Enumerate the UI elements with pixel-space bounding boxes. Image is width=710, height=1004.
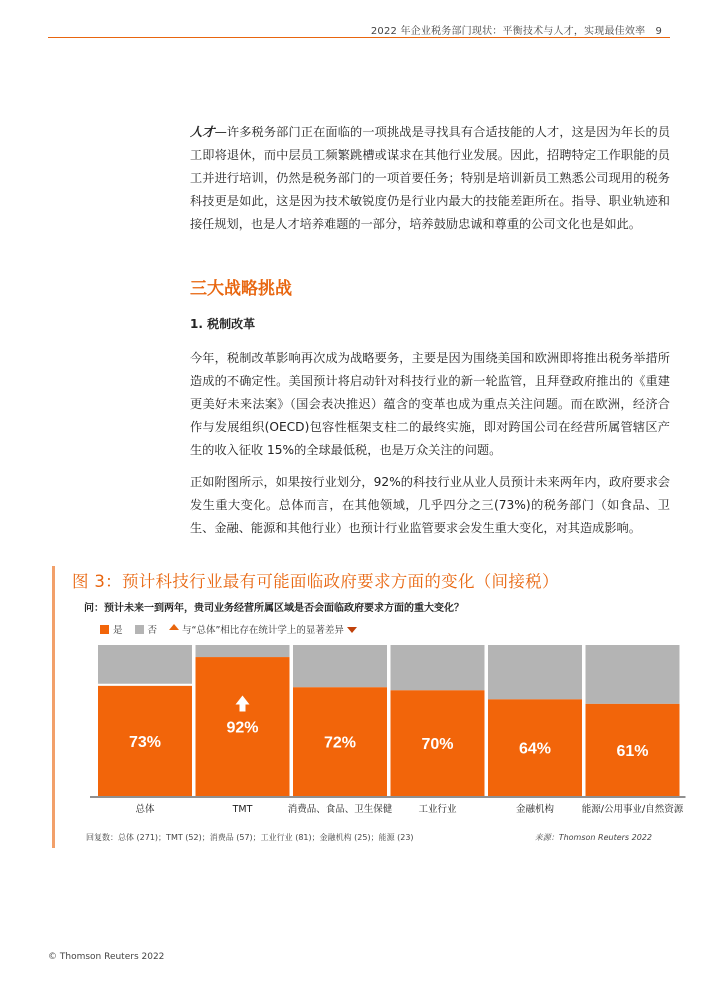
bar-no-5 [586,645,680,704]
talent-text: —许多税务部门正在面临的一项挑战是寻找具有合适技能的人才，这是因为年长的员工即将退休，而中层员工频繁跳槽或谋求在其他行业发展。因此，招聘特定工作职能的员工并进行培训，仍然是税务部门的一项首要任务；特别是培训新员工熟悉公司现用的税务科技更是如此，这是因为技术敏锐度仍是行业内最大的技能差距所在。指导、职业轨迹和接任规划，也是人才培养难题的一部分，培养鼓励忠诚和尊重的公司文化也是如此。 [190,125,671,231]
section-heading: 三大战略挑战 [190,279,292,299]
industry-paragraph: 正如附图所示，如果按行业划分，92%的科技行业从业人员预计未来两年内，政府要求会发生重大变化。总体而言，在其他领域，几乎四分之三(73%)的税务部门（如食品、卫生、金融、能源和其他行业）也预计行业监管要求会发生重大变化，对其造成影响。 [190,475,670,535]
bar-no-0 [98,645,192,686]
data-label-4: 64% [518,740,552,758]
figure-source: 来源：Thomson Reuters 2022 [534,833,652,842]
bar-no-2 [293,645,387,687]
category-label-5: 能源/公用事业/自然资源 [581,804,684,815]
category-label-0: 总体 [135,804,155,815]
data-label-0: 73% [128,733,162,751]
page-number: 9 [655,26,662,37]
category-label-4: 金融机构 [515,804,555,815]
bar-no-3 [391,645,485,690]
data-label-5: 61% [616,742,649,760]
data-label-2: 72% [323,734,357,752]
figure-footnote: 回复数：总体 (271)；TMT (52)；消费品 (57)；工业行业 (81)；金融机构 (25)；能源 (23) [86,833,414,842]
category-label-1: TMT [232,804,253,815]
figure-question: 问：预计未来一到两年，贵司业务经营所属区域是否会面临政府要求方面的重大变化？ [84,603,464,614]
bar-no-4 [488,645,582,699]
category-label-3: 工业行业 [418,804,457,815]
bar-no-1 [196,645,290,657]
figure-title: 图 3：预计科技行业最有可能面临政府要求方面的变化（间接税） [72,572,559,591]
legend-significance-label: 与“总体”相比存在统计学上的显著差异 [182,625,344,636]
data-label-1: 92% [226,719,259,737]
category-label-2: 消费品、食品、卫生保健 [287,804,393,815]
footer-copyright: © Thomson Reuters 2022 [48,952,165,962]
sub-heading: 1. 税制改革 [190,317,256,331]
legend-yes-label: 是 [113,625,123,636]
header-title: 2022 年企业税务部门现状：平衡技术与人才，实现最佳效率 [370,26,646,37]
legend-no-label: 否 [147,625,158,636]
talent-lead: 人才 [190,125,215,139]
data-label-3: 70% [421,736,454,754]
tax-reform-paragraph: 今年，税制改革影响再次成为战略要务，主要是因为围绕美国和欧洲即将推出税务举措所造成的不确定性。美国预计将启动针对科技行业的新一轮监管，且拜登政府推出的《重建更美好未来法案》（国会表决推迟）蕴含的变革也成为重点关注问题。而在欧洲，经济合作与发展组织(OECD)包容性框架支柱二的最终实施，即对跨国公司在经营所属管辖区产生的收入征收 15%的全球最低税，也是万众关注的问题。 [190,351,670,457]
